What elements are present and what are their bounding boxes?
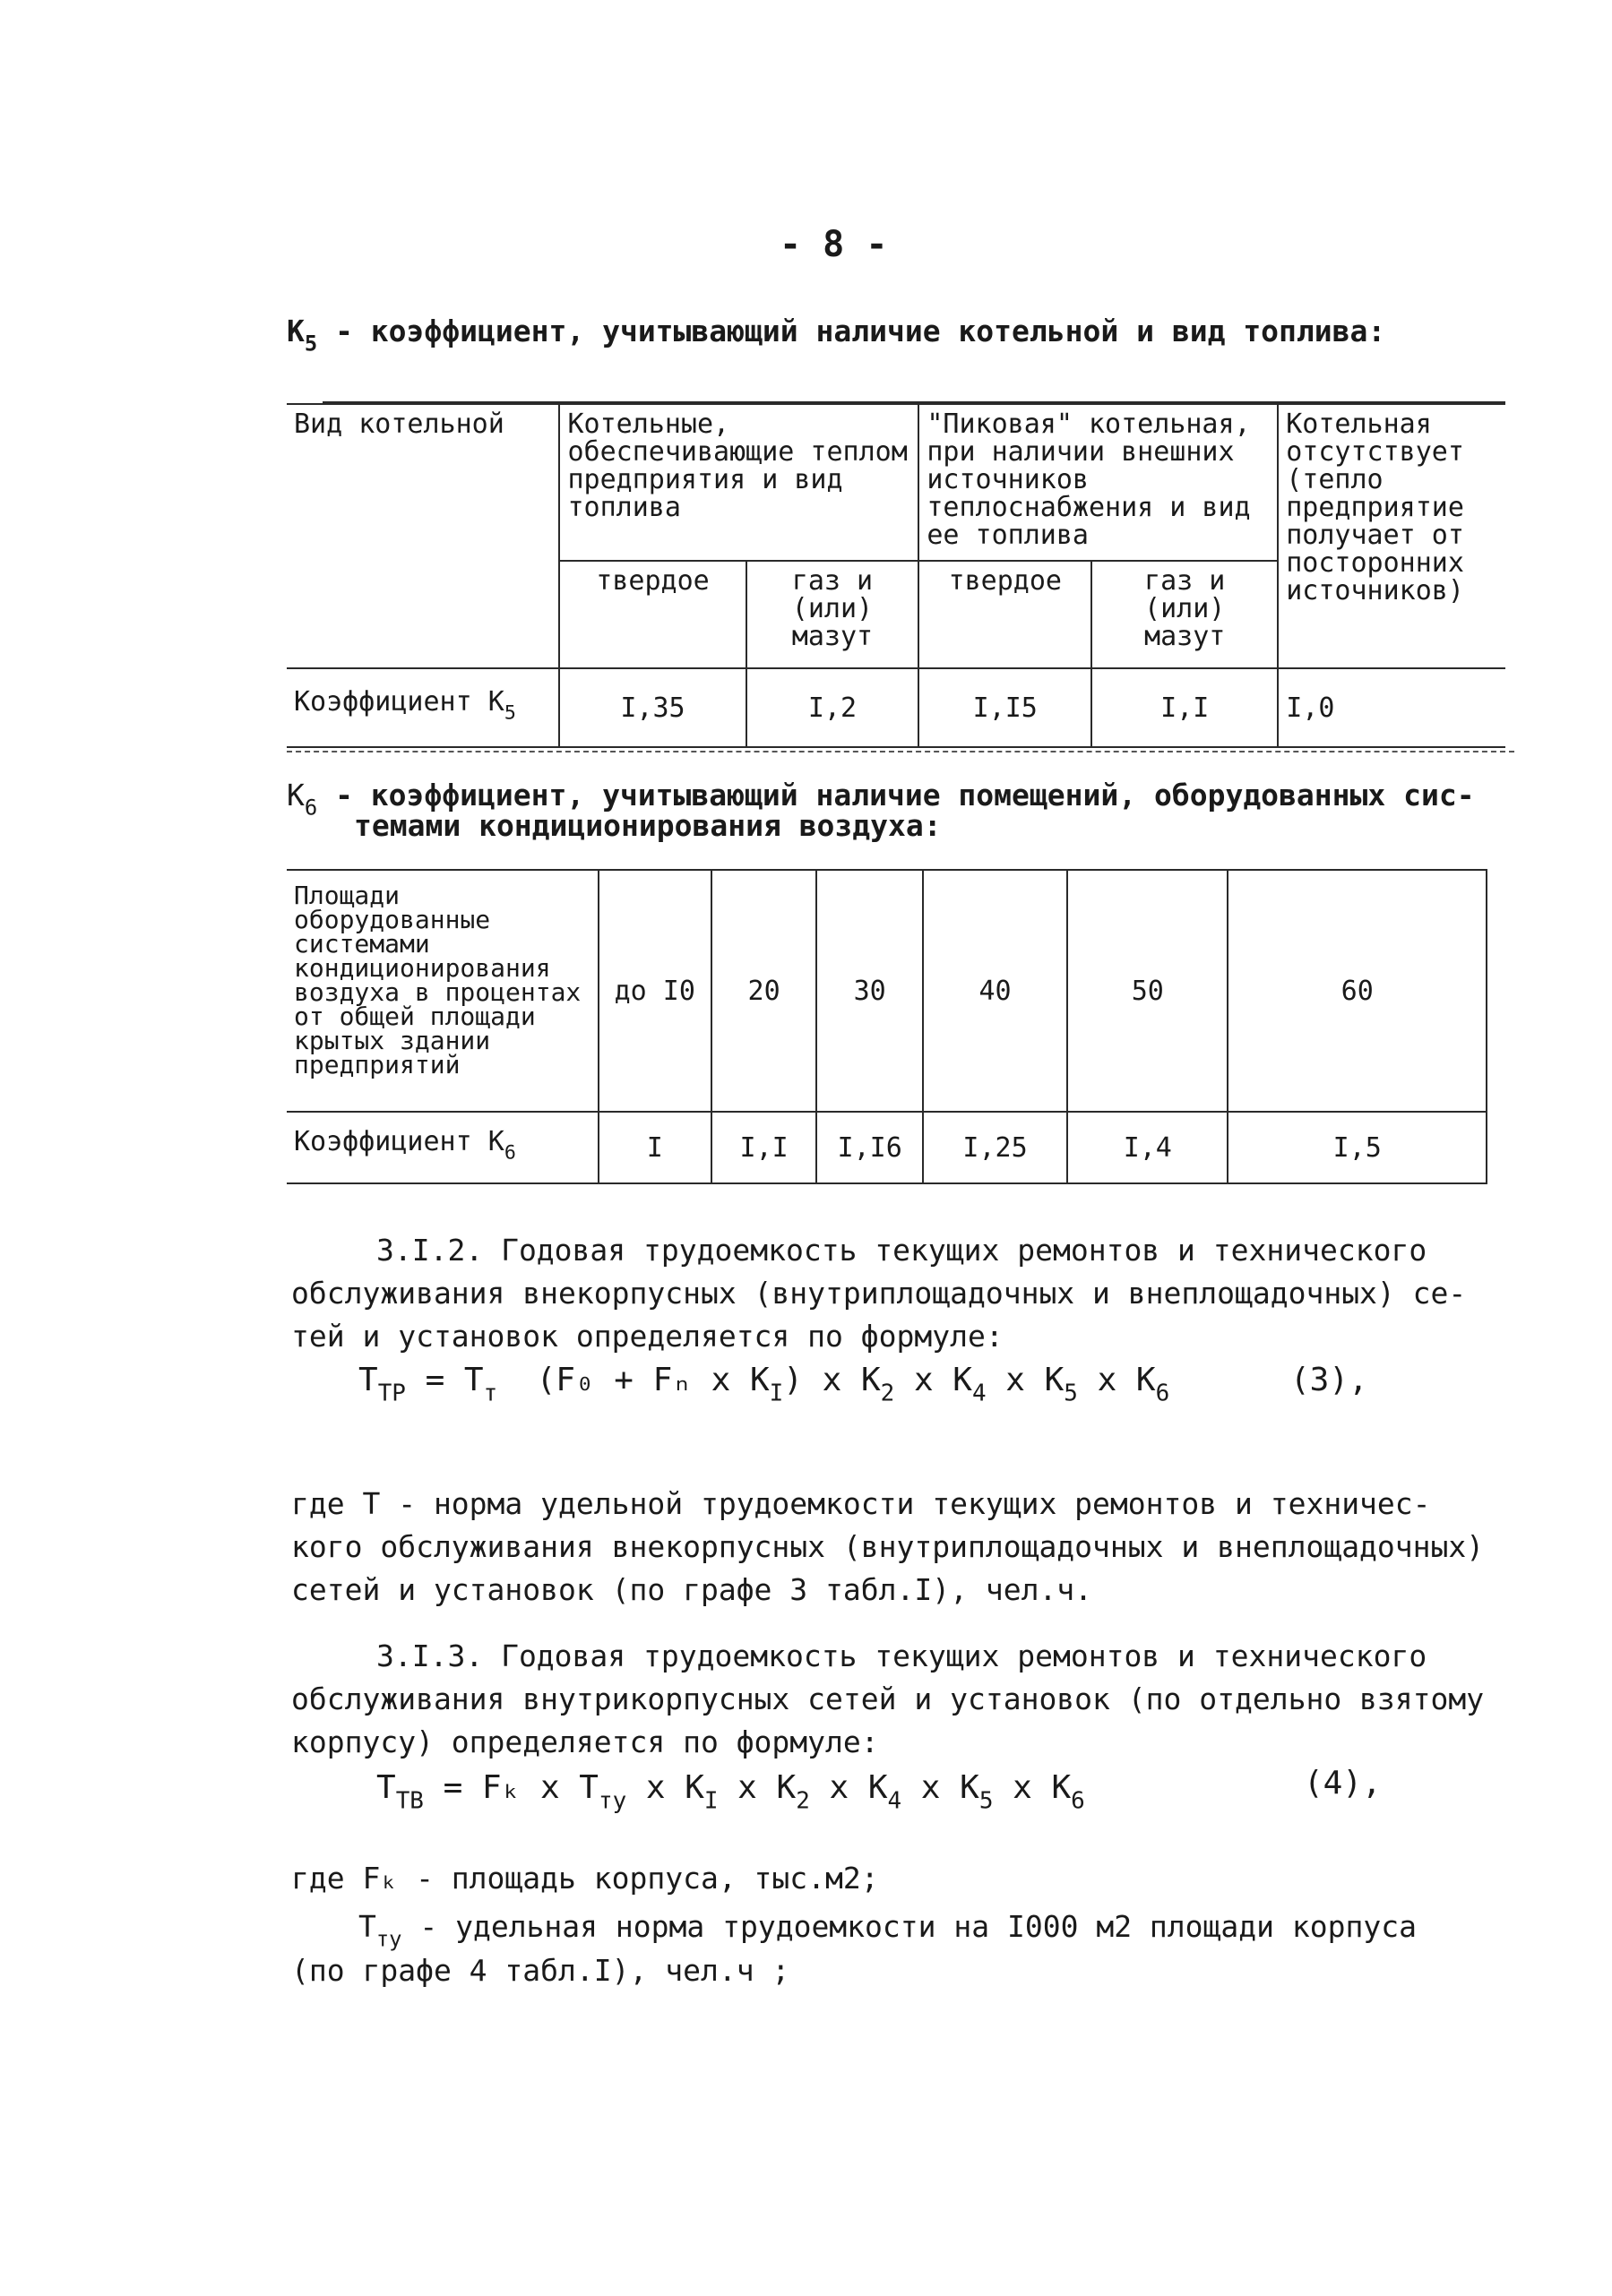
t1-sub-gas-1: газ и (или) мазут xyxy=(746,561,919,668)
t2-header-percent: 50 xyxy=(1067,870,1228,1112)
k5-caption xyxy=(287,314,1385,357)
t1-sub-solid-2: твердое xyxy=(918,561,1091,668)
t1-header-no-boiler: Котельная отсутствует (тепло предприятие получает от посторонних источников) xyxy=(1278,404,1505,668)
formula-3-number: (3), xyxy=(1290,1362,1368,1398)
t2-header-percent: 40 xyxy=(923,870,1067,1112)
k5-caption-text: - коэффициент, учитывающий наличие котельной и вид топлива: xyxy=(335,314,1386,348)
t2-value: I xyxy=(599,1112,711,1183)
t1-sub-gas-2: газ и (или) мазут xyxy=(1091,561,1278,668)
t1-header-boiler-type: Вид котельной xyxy=(287,404,559,668)
t2-value: I,4 xyxy=(1067,1112,1228,1183)
formula-4-number: (4), xyxy=(1304,1765,1382,1802)
boiler-coefficient-table xyxy=(287,403,1505,748)
where1-line2: кого обслуживания внекорпусных (внутриплощадочных и внеплощадочных) xyxy=(291,1529,1485,1564)
para-312-line3: тей и установок определяется по формуле: xyxy=(291,1319,1004,1354)
k5-symbol: K xyxy=(287,314,305,348)
t2-value: I,I xyxy=(711,1112,817,1183)
t2-header-percent: 20 xyxy=(711,870,817,1112)
where2-line1: где Fₖ - площадь корпуса, тыс.м2; xyxy=(291,1861,879,1896)
t1-header-peak-boiler: "Пиковая" котельная, при наличии внешних источников теплоснабжения и вид ее топлива xyxy=(918,404,1278,561)
para-313-line3: корпусу) определяется по формуле: xyxy=(291,1724,879,1759)
page-number: - 8 - xyxy=(780,224,888,265)
k6-symbol: K xyxy=(287,778,305,813)
k5-symbol-sub: 5 xyxy=(304,331,318,357)
para-313-line2: обслуживания внутрикорпусных сетей и установок (по отдельно взятому xyxy=(291,1681,1485,1716)
t1-value: I,2 xyxy=(746,668,919,747)
para-313-line1: 3.I.3. Годовая трудоемкость текущих ремонтов и технического xyxy=(376,1638,1427,1673)
k6-caption-line1: - коэффициент, учитывающий наличие помещений, оборудованных сис- xyxy=(335,778,1475,813)
formula-3: $T_{ТР} = T_т$ (F₀ + Fₙ x $K_I$) x $K_2$ x $K_4$ x $K_5$ x $K_6$ xyxy=(358,1362,1170,1407)
t1-value: I,35 xyxy=(559,668,746,747)
k6-caption-line2: темами кондиционирования воздуха: xyxy=(354,808,942,843)
t1-value: I,I5 xyxy=(918,668,1091,747)
where1-line1: где T - норма удельной трудоемкости текущих ремонтов и техничес- xyxy=(291,1486,1431,1521)
where2-line3: (по графе 4 табл.I), чел.ч ; xyxy=(291,1953,790,1988)
t1-value: I,0 xyxy=(1278,668,1505,747)
where2-line2: $T_{ту}$ - удельная норма трудоемкости на I000 м2 площади корпуса xyxy=(358,1909,1417,1952)
t2-header-percent: 30 xyxy=(816,870,923,1112)
t1-sub-solid-1: твердое xyxy=(559,561,746,668)
t1-value: I,I xyxy=(1091,668,1278,747)
para-312-line1: 3.I.2. Годовая трудоемкость текущих ремонтов и технического xyxy=(376,1233,1427,1268)
air-conditioning-coefficient-table xyxy=(287,869,1487,1184)
t2-row-label: Коэффициент $K_6$ xyxy=(287,1112,599,1183)
t2-value: I,I6 xyxy=(816,1112,923,1183)
formula-4: $T_{ТВ} = F_k$ x $T_{ту}$ x $K_I$ x $K_2$ x $K_4$ x $K_5$ x $K_6$ xyxy=(376,1769,1085,1815)
t1-header-enterprise-boilers: Котельные, обеспечивающие теплом предприятия и вид топлива xyxy=(559,404,918,561)
t2-header-percent: 60 xyxy=(1228,870,1487,1112)
t1-row-label: Коэффициент $K_5$ xyxy=(287,668,559,747)
t2-value: I,25 xyxy=(923,1112,1067,1183)
t2-header-percent: до I0 xyxy=(599,870,711,1112)
where1-line3: сетей и установок (по графе 3 табл.I), чел.ч. xyxy=(291,1572,1093,1607)
k6-symbol-sub: 6 xyxy=(304,795,318,821)
t2-value: I,5 xyxy=(1228,1112,1487,1183)
para-312-line2: обслуживания внекорпусных (внутриплощадочных и внеплощадочных) се- xyxy=(291,1276,1467,1311)
t2-header-area: Площади оборудованные системами кондиционирования воздуха в процентах от общей площади крытых здании предприятий xyxy=(287,870,599,1112)
